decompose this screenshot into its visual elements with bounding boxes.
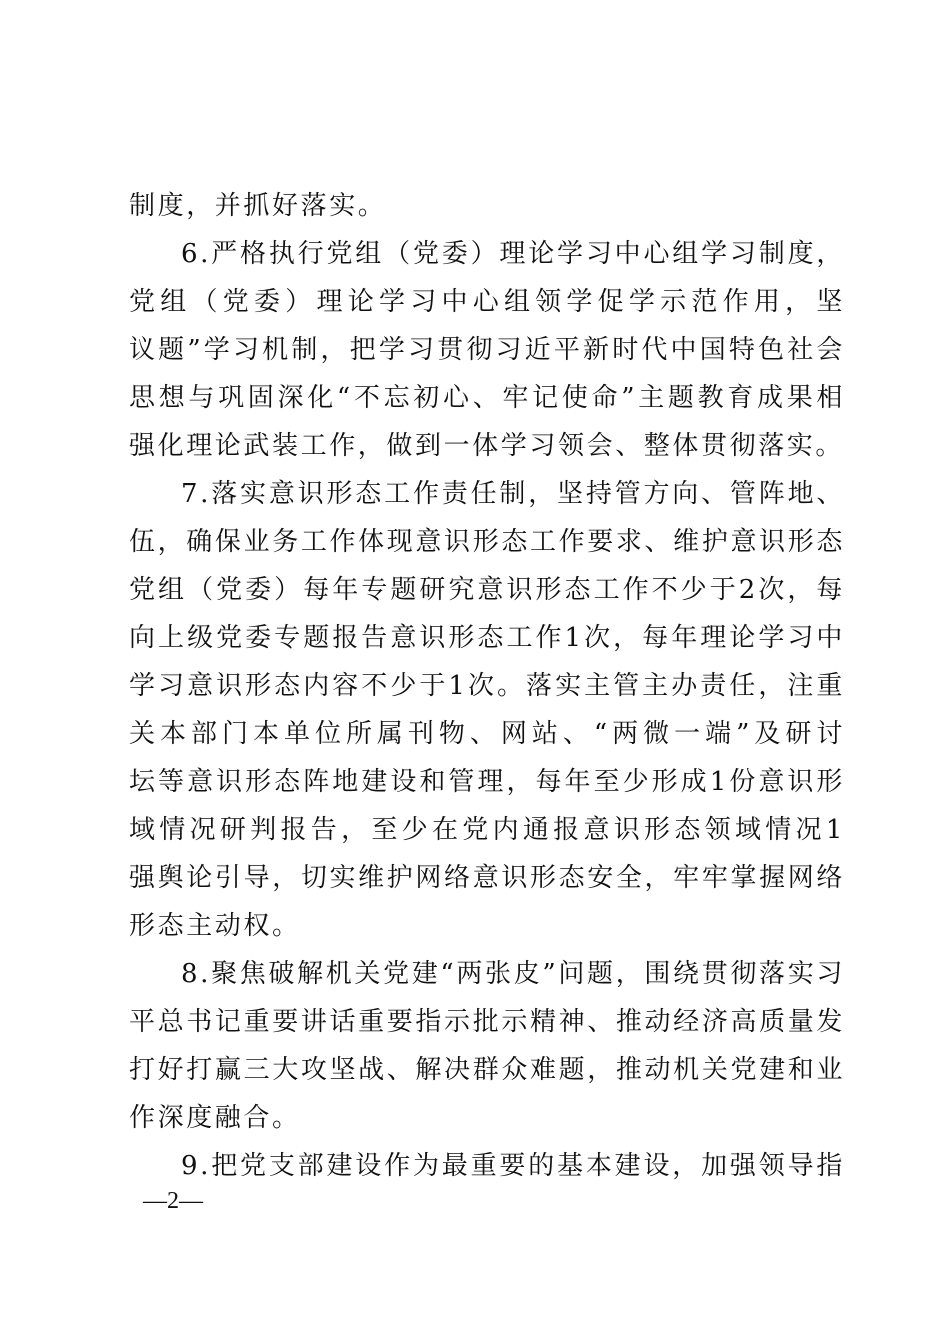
text-line: 关本部门本单位所属刊物、网站、“两微一端”及研讨 — [129, 719, 845, 749]
text-line: 强舆论引导，切实维护网络意识形态安全，牢牢掌握网络 — [129, 863, 845, 893]
text-line: 作深度融合。 — [129, 1103, 301, 1133]
text-line: 思想与巩固深化“不忘初心、牢记使命”主题教育成果相 — [129, 383, 845, 413]
paragraph-7-start: 7.落实意识形态工作责任制，坚持管方向、管阵地、 — [181, 479, 845, 509]
paragraph-9-start: 9.把党支部建设作为最重要的基本建设，加强领导指 — [181, 1151, 845, 1181]
text-line: 坛等意识形态阵地建设和管理，每年至少形成1份意识形 — [129, 767, 845, 797]
text-line: 制度，并抓好落实。 — [129, 191, 387, 221]
page-number: —2— — [143, 1188, 203, 1214]
text-line: 党组（党委）理论学习中心组领学促学示范作用，坚 — [129, 287, 845, 317]
paragraph-8-start: 8.聚焦破解机关党建“两张皮”问题，围绕贯彻落实习 — [181, 959, 845, 989]
text-line: 打好打赢三大攻坚战、解决群众难题，推动机关党建和业 — [129, 1055, 845, 1085]
text-line: 伍，确保业务工作体现意识形态工作要求、维护意识形态 — [129, 527, 845, 557]
text-line: 党组（党委）每年专题研究意识形态工作不少于2次，每 — [129, 575, 845, 605]
document-body — [129, 182, 845, 1190]
paragraph-6-start: 6.严格执行党组（党委）理论学习中心组学习制度， — [181, 239, 845, 269]
text-line: 平总书记重要讲话重要指示批示精神、推动经济高质量发 — [129, 1007, 845, 1037]
text-line: 强化理论武装工作，做到一体学习领会、整体贯彻落实。 — [129, 431, 845, 461]
text-line: 向上级党委专题报告意识形态工作1次，每年理论学习中 — [129, 623, 845, 653]
text-line: 域情况研判报告，至少在党内通报意识形态领域情况1 — [129, 815, 845, 845]
text-line: 议题”学习机制，把学习贯彻习近平新时代中国特色社会 — [129, 335, 845, 365]
text-line: 形态主动权。 — [129, 911, 301, 941]
text-line: 学习意识形态内容不少于1次。落实主管主办责任，注重 — [129, 671, 845, 701]
